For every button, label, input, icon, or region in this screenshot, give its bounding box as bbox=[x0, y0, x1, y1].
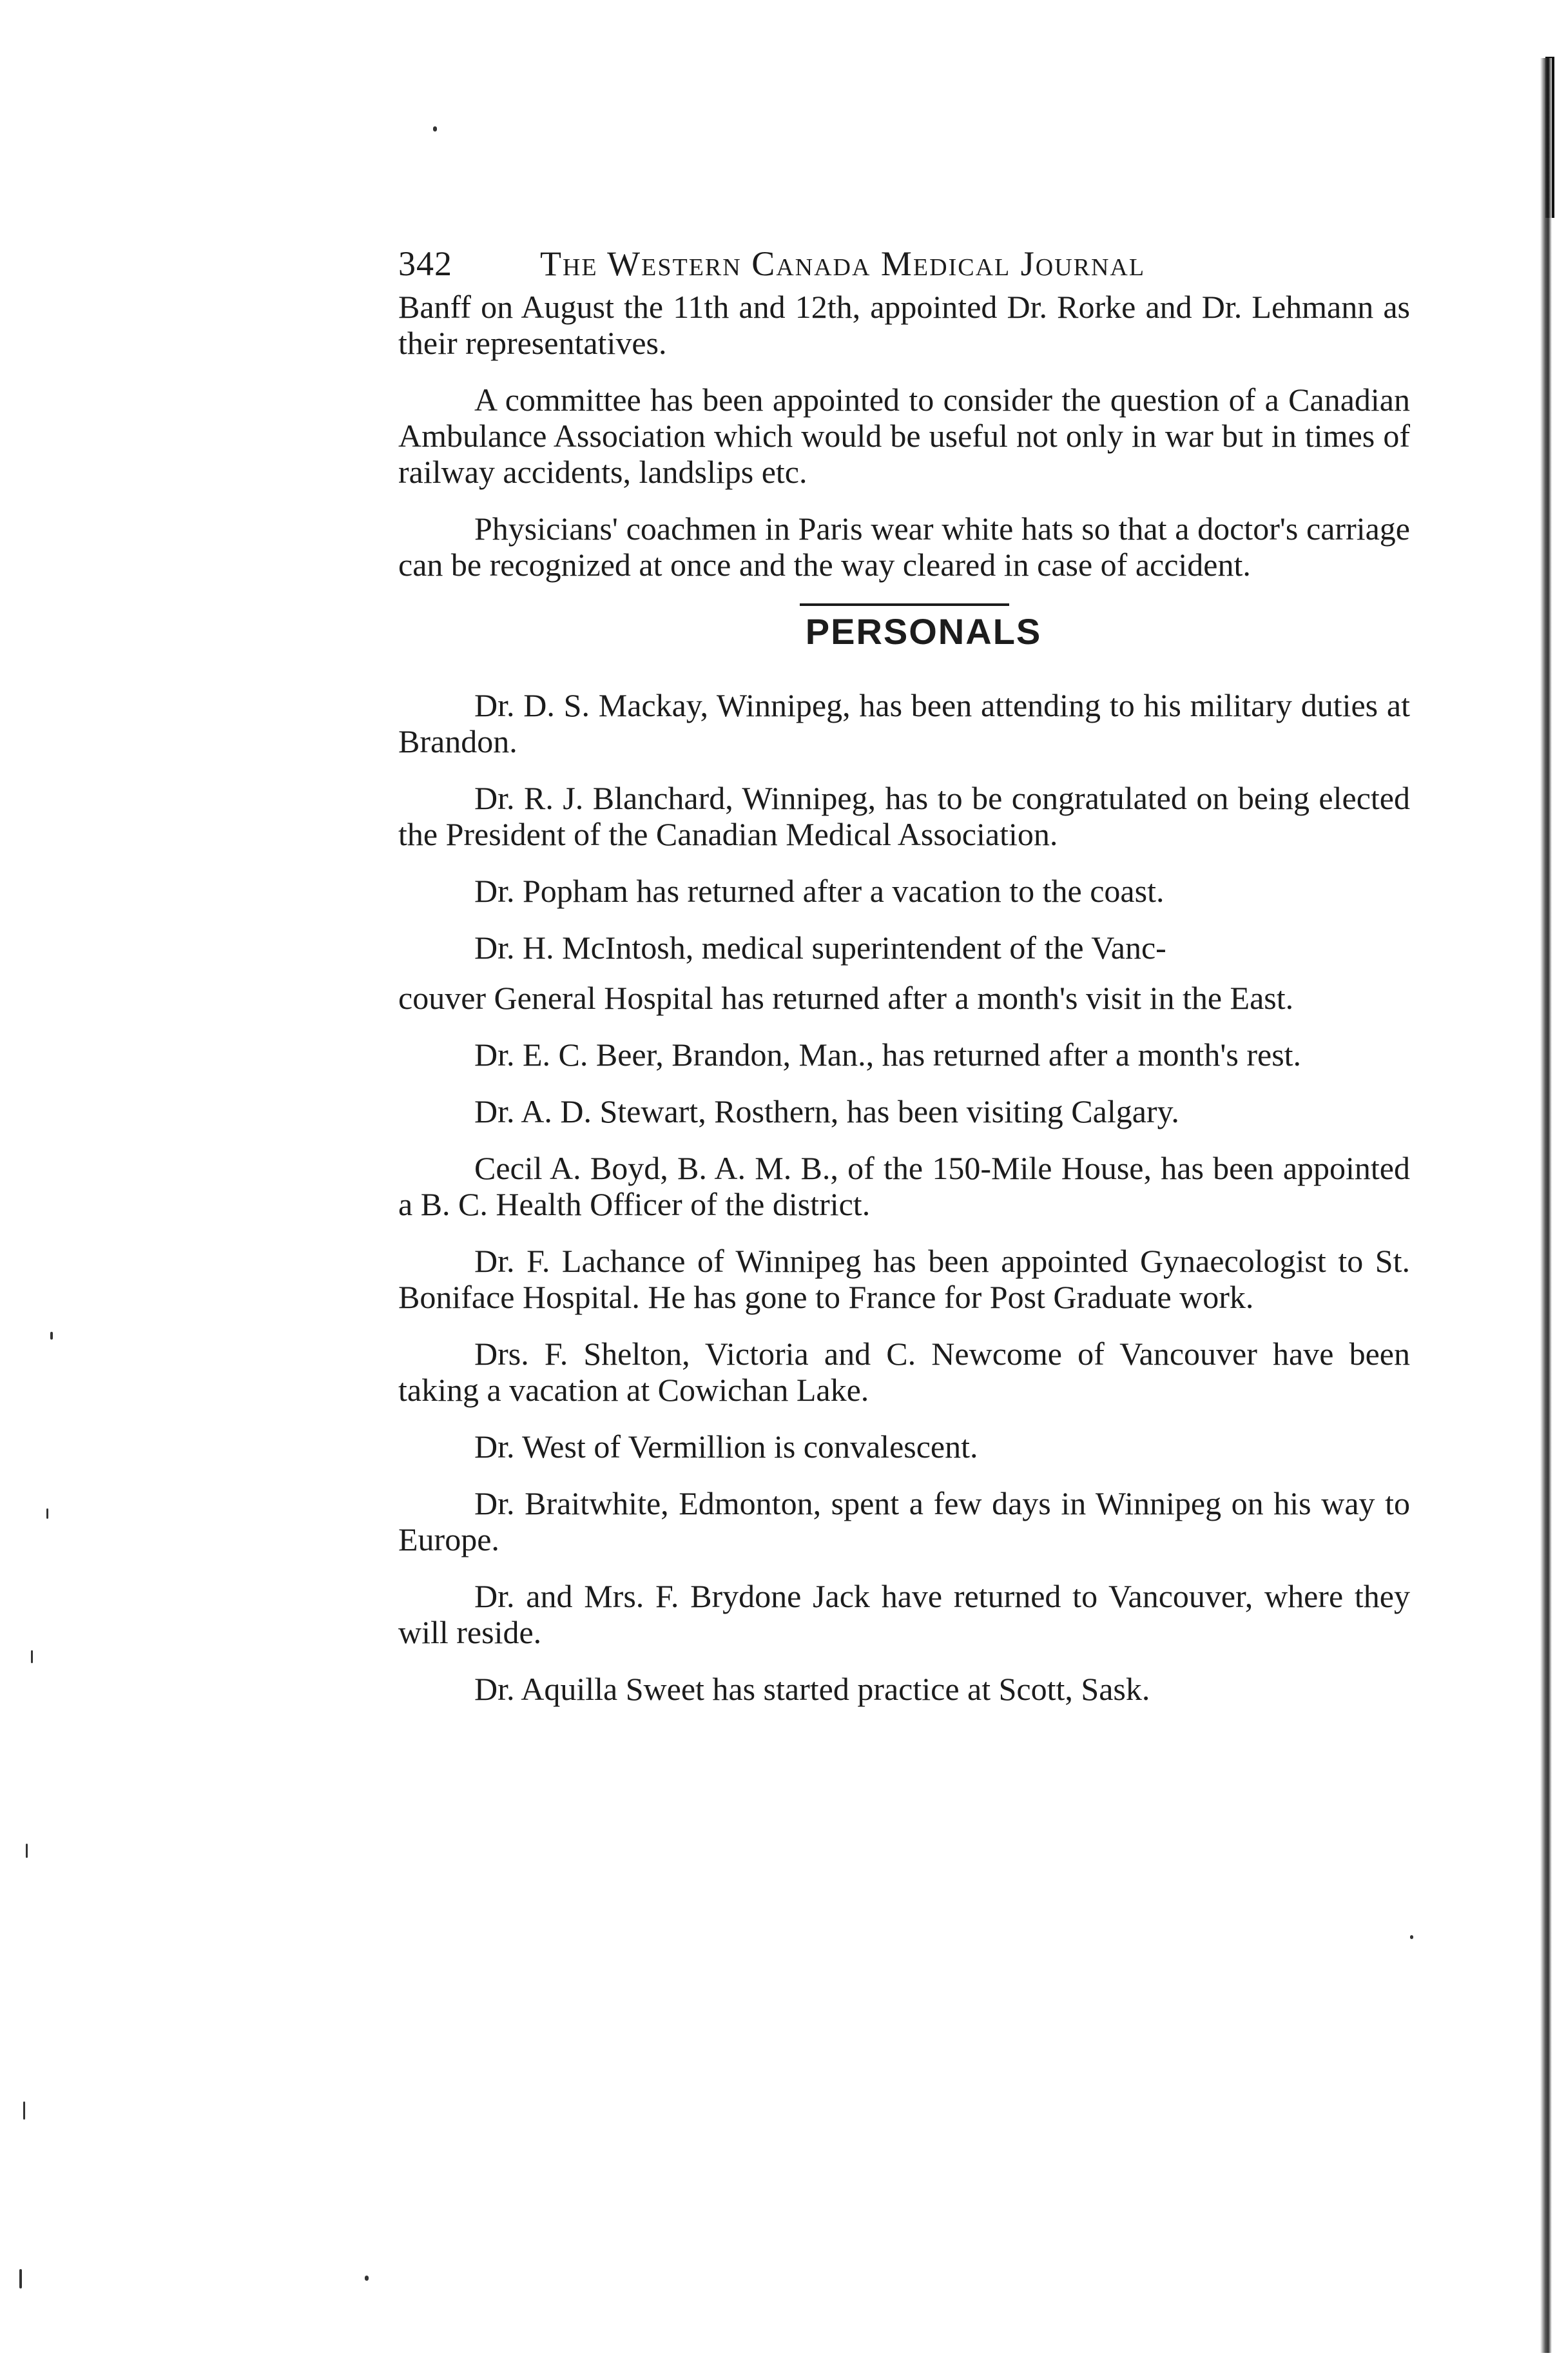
scan-speck bbox=[19, 2269, 22, 2288]
scan-edge-artifact bbox=[1540, 58, 1552, 2353]
personal-item: Dr. Popham has returned after a vacation to the coast. bbox=[474, 873, 1165, 909]
scan-speck bbox=[46, 1508, 48, 1519]
scan-speck bbox=[31, 1650, 33, 1663]
section-heading-personals: PERSONALS bbox=[805, 611, 1042, 652]
scan-speck bbox=[50, 1332, 53, 1340]
personal-item: Drs. F. Shelton, Victoria and C. Newcome of Vancouver have been taking a vacation at Cowichan Lake. bbox=[398, 1336, 1410, 1408]
personal-item: Cecil A. Boyd, B. A. M. B., of the 150-Mile House, has been appointed a B. C. Health Officer of the district. bbox=[398, 1150, 1410, 1222]
scan-speck bbox=[1410, 1935, 1413, 1939]
running-head bbox=[398, 244, 1410, 295]
article-body bbox=[398, 289, 1410, 1728]
scan-speck bbox=[26, 1844, 28, 1858]
section-divider bbox=[800, 603, 1009, 606]
paragraph-paris-coachmen: Physicians' coachmen in Paris wear white hats so that a doctor's carriage can be recognized at once and the way cleared in case of accident. bbox=[398, 511, 1410, 583]
personal-item: Dr. E. C. Beer, Brandon, Man., has returned after a month's rest. bbox=[474, 1037, 1302, 1073]
personal-item: Dr. D. S. Mackay, Winnipeg, has been attending to his military duties at Brandon. bbox=[398, 687, 1410, 759]
page-number: 342 bbox=[398, 244, 452, 283]
scan-speck bbox=[365, 2276, 369, 2281]
personal-item: Dr. F. Lachance of Winnipeg has been appointed Gynaecologist to St. Boniface Hospital. He has gone to France for Post Graduate work. bbox=[398, 1243, 1410, 1315]
journal-title: The Western Canada Medical Journal bbox=[540, 244, 1146, 283]
personal-item: Dr. Braitwhite, Edmonton, spent a few days in Winnipeg on his way to Europe. bbox=[398, 1485, 1410, 1557]
personal-item: Dr. and Mrs. F. Brydone Jack have returned to Vancouver, where they will reside. bbox=[398, 1578, 1410, 1650]
scan-speck bbox=[433, 126, 437, 132]
personal-item: Dr. Aquilla Sweet has started practice at Scott, Sask. bbox=[474, 1671, 1150, 1707]
scan-speck bbox=[23, 2102, 25, 2120]
personal-item: Dr. West of Vermillion is convalescent. bbox=[474, 1429, 978, 1465]
personal-item: Dr. H. McIntosh, medical superintendent of the Vanc- bbox=[474, 930, 1166, 966]
personal-item: Dr. R. J. Blanchard, Winnipeg, has to be congratulated on being elected the President of the Canadian Medical Association. bbox=[398, 780, 1410, 852]
personal-item-continued: couver General Hospital has returned after a month's visit in the East. bbox=[398, 980, 1294, 1016]
paragraph-ambulance-committee: A committee has been appointed to consider the question of a Canadian Ambulance Association which would be useful not only in war but in times of railway accidents, landslips etc. bbox=[398, 382, 1410, 490]
personal-item: Dr. A. D. Stewart, Rosthern, has been visiting Calgary. bbox=[474, 1093, 1179, 1129]
paragraph-banff: Banff on August the 11th and 12th, appointed Dr. Rorke and Dr. Lehmann as their representatives. bbox=[398, 289, 1410, 361]
